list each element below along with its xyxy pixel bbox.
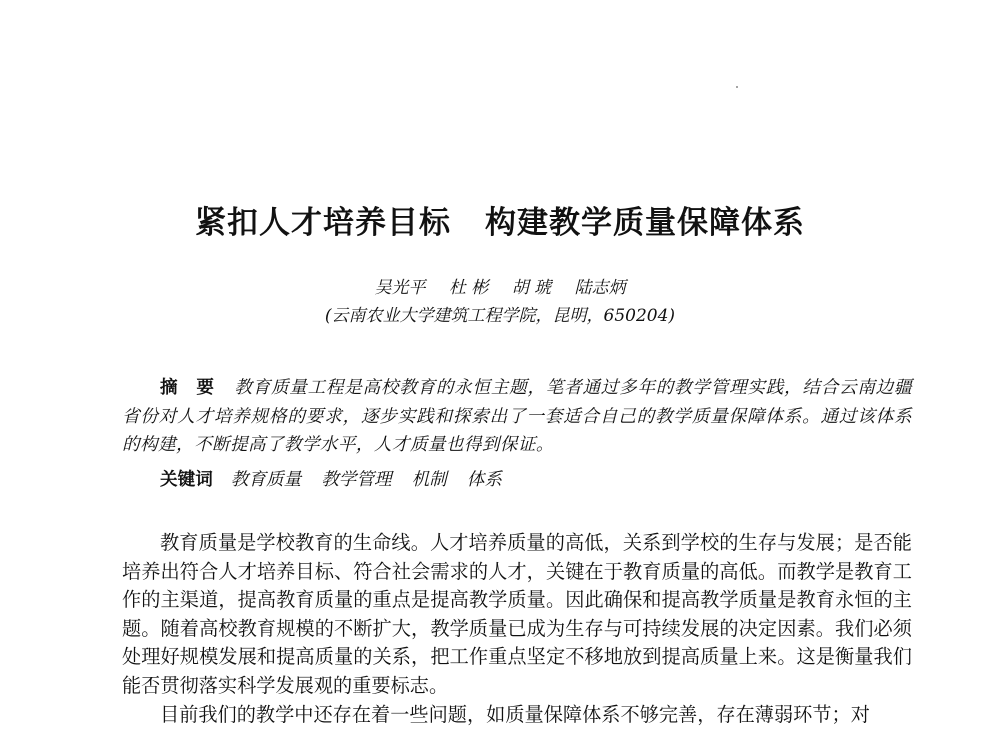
keyword: 教学管理 [321, 470, 392, 490]
body-paragraph: 目前我们的教学中还存在着一些问题，如质量保障体系不够完善，存在薄弱环节；对 [160, 702, 870, 726]
affiliation: (云南农业大学建筑工程学院，昆明，650204) [324, 306, 676, 326]
title-part-1: 紧扣人才培养目标 [195, 205, 451, 241]
paper-title [0, 203, 1000, 243]
body-paragraph: 教育质量是学校教育的生命线。人才培养质量的高低，关系到学校的生存与发展；是否能培养出符合人才培养目标、符合社会需求的人才，关键在于教育质量的高低。而教学是教育工作的主渠道，提高教育质量的重点是提高教学质量。因此确保和提高教学质量是教育永恒的主题。随着高校教育规模的不断扩大，教学质量已成为生存与可持续发展的决定因素。我们必须处理好规模发展和提高质量的关系，把工作重点坚定不移地放到提高质量上来。这是衡量我们能否贯彻落实科学发展观的重要标志。 [122, 531, 912, 697]
author-name: 吴光平 [374, 278, 426, 298]
author-list [0, 276, 1000, 300]
keywords-label: 关键词 [160, 470, 213, 490]
author-name: 杜 彬 [448, 278, 489, 298]
keyword: 体系 [466, 470, 502, 490]
title-part-2: 构建教学质量保障体系 [485, 205, 805, 241]
author-name: 陆志炳 [574, 278, 626, 298]
scan-speck [736, 86, 738, 88]
body-text [122, 529, 912, 729]
abstract [122, 374, 912, 460]
author-name: 胡 琥 [511, 278, 552, 298]
keyword: 教育质量 [230, 470, 302, 490]
abstract-text: 教育质量工程是高校教育的永恒主题，笔者通过多年的教学管理实践，结合云南边疆省份对人才培养规格的要求，逐步实践和探索出了一套适合自己的教学质量保障体系。通过该体系的构建，不断提高了教学水平，人才质量也得到保证。 [122, 378, 912, 456]
abstract-label: 摘 要 [160, 378, 221, 398]
keywords [122, 466, 912, 494]
keyword: 机制 [411, 470, 447, 490]
